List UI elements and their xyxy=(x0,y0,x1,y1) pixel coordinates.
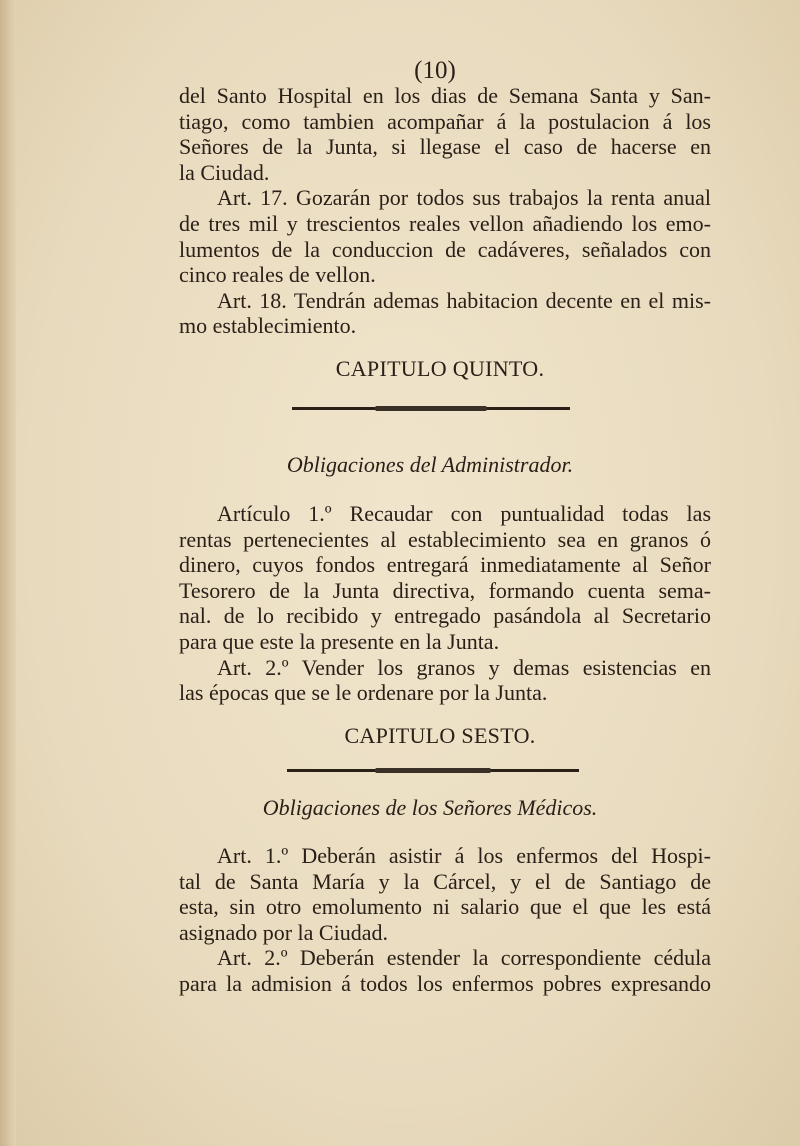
text-line: esta, sin otro emolumento ni salario que el que les está xyxy=(179,894,711,920)
paragraph-block-chapter-6 xyxy=(179,843,711,997)
text-line: tiago, como tambien acompañar á la postulacion á los xyxy=(179,108,711,134)
decorative-rule xyxy=(292,407,570,410)
article-1-line: Artículo 1.º Recaudar con puntualidad todas las xyxy=(217,501,711,526)
binding-edge xyxy=(0,0,16,1146)
page-number: (10) xyxy=(414,57,456,84)
text-line: para que este la presente en la Junta. xyxy=(179,628,500,654)
text-line: de tres mil y trescientos reales vellon añadiendo los emo- xyxy=(179,210,711,236)
text-line: para la admision á todos los enfermos pobres expresando xyxy=(179,970,711,996)
paragraph-block-chapter-4-end xyxy=(179,83,711,339)
text-line: Señores de la Junta, si llegase el caso de hacerse en xyxy=(179,134,711,160)
text-line: mo establecimiento. xyxy=(179,313,357,339)
text-line: cinco reales de vellon. xyxy=(179,262,376,288)
article-2-line: Art. 2.º Deberán estender la correspondiente cédula xyxy=(217,945,711,971)
text-line: la Ciudad. xyxy=(179,159,270,185)
text-line: tal de Santa María y la Cárcel, y el de Santiago de xyxy=(179,868,711,894)
article-1-line: Art. 1.º Deberán asistir á los enfermos del Hospi- xyxy=(217,843,711,868)
text-line: del Santo Hospital en los dias de Semana Santa y San- xyxy=(179,83,711,108)
chapter-5-title: CAPITULO QUINTO. xyxy=(335,356,545,381)
chapter-6-title: CAPITULO SESTO. xyxy=(344,723,536,748)
text-line: rentas pertenecientes al establecimiento sea en granos ó xyxy=(179,526,711,552)
chapter-6-section-title: Obligaciones de los Señores Médicos. xyxy=(262,795,598,820)
text-line: nal. de lo recibido y entregado pasándola al Secretario xyxy=(179,603,711,629)
decorative-rule xyxy=(287,769,579,772)
text-line: asignado por la Ciudad. xyxy=(179,919,388,945)
text-line: Tesorero de la Junta directiva, formando cuenta sema- xyxy=(179,577,711,603)
article-17-line: Art. 17. Gozarán por todos sus trabajos la renta anual xyxy=(217,185,711,211)
text-line: las épocas que se le ordenare por la Junta. xyxy=(179,680,548,706)
chapter-5-section-title: Obligaciones del Administrador. xyxy=(286,452,574,477)
article-18-line: Art. 18. Tendrán ademas habitacion decente en el mis- xyxy=(217,287,711,313)
text-line: lumentos de la conduccion de cadáveres, señalados con xyxy=(179,236,711,262)
paragraph-block-chapter-5 xyxy=(179,501,711,706)
text-line: dinero, cuyos fondos entregará inmediatamente al Señor xyxy=(179,552,711,578)
article-2-line: Art. 2.º Vender los granos y demas esistencias en xyxy=(217,654,711,680)
